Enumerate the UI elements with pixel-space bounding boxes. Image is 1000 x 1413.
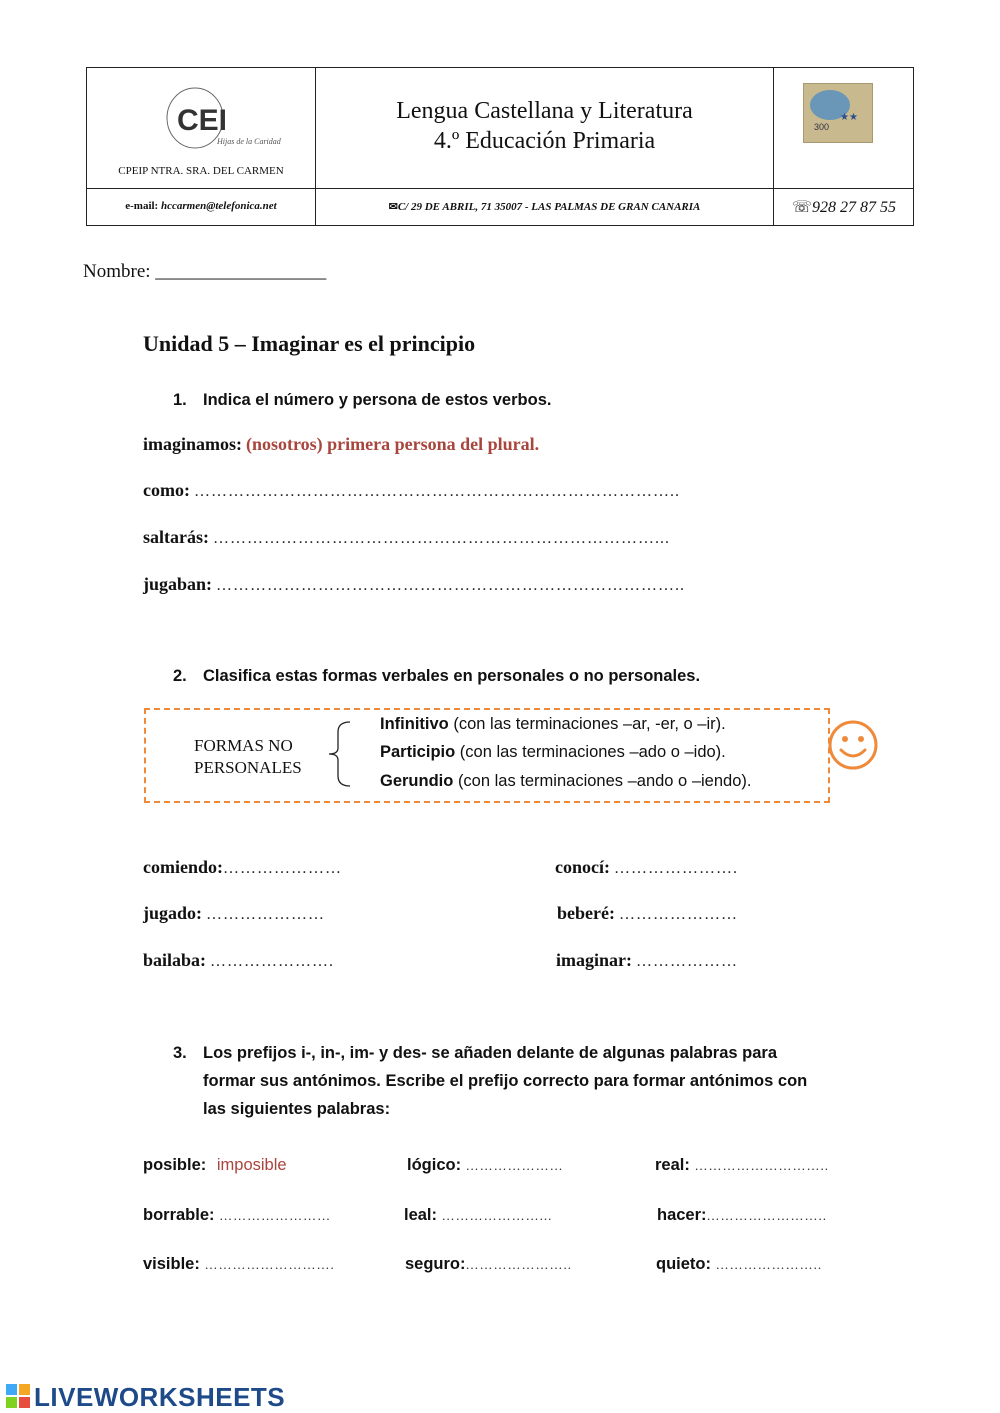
word-label: leal:: [404, 1206, 438, 1224]
envelope-icon: ✉: [388, 201, 398, 213]
answer-blank[interactable]: ………………….: [613, 860, 738, 877]
liveworksheets-logo-icon: [6, 1384, 32, 1408]
prefix-item: [143, 1255, 335, 1274]
prefix-item: [655, 1156, 829, 1175]
question-3-number: 3.: [173, 1044, 187, 1062]
answer-blank[interactable]: …………………...: [441, 1208, 553, 1223]
name-field[interactable]: [83, 261, 326, 283]
verb-label: saltarás:: [143, 527, 209, 547]
verb-row: [143, 950, 334, 971]
verb-row: [143, 903, 325, 924]
verb-label: como:: [143, 480, 190, 500]
verb-row: [143, 480, 680, 501]
verb-row: [143, 574, 685, 595]
question-1-number: 1.: [173, 391, 187, 409]
verb-row: [557, 903, 738, 924]
question-2-text: Clasifica estas formas verbales en personales o no personales.: [203, 667, 701, 685]
question-2-number: 2.: [173, 667, 187, 685]
answer-blank[interactable]: ………………………..: [694, 1158, 829, 1173]
grade-title: 4.º Educación Primaria: [433, 128, 656, 154]
verb-row: [143, 527, 670, 548]
answer-blank[interactable]: ……………………….: [204, 1257, 335, 1272]
header-table: [86, 67, 914, 226]
answer-blank[interactable]: …………………: [618, 906, 738, 923]
answer-blank[interactable]: …………………: [206, 906, 326, 923]
phone-number: 928 27 87 55: [812, 199, 896, 216]
smiley-icon: [826, 718, 880, 772]
logo-sub-text: Hijas de la Caridad: [217, 137, 281, 146]
example-answer: imposible: [216, 1156, 287, 1174]
unit-title: Unidad 5 – Imaginar es el principio: [143, 331, 476, 356]
badge-number: 300: [814, 122, 830, 132]
box-desc: (con las terminaciones –ando o –iendo).: [457, 772, 752, 790]
word-label: posible:: [143, 1156, 207, 1174]
prefix-item: [404, 1206, 552, 1225]
footer-brand-text: LIVEWORKSHEETS: [34, 1382, 286, 1412]
address: [316, 200, 773, 213]
word-label: seguro:: [405, 1255, 466, 1273]
answer-blank[interactable]: …………………………………………………………………………..: [193, 483, 680, 500]
question-3-line2: formar sus antónimos. Escribe el prefijo correcto para formar antónimos con: [203, 1072, 808, 1090]
answer-blank[interactable]: ………………: [636, 953, 738, 970]
prefix-item: [407, 1156, 564, 1175]
phone-icon: ☏: [791, 199, 812, 216]
answer-blank[interactable]: ………………….: [210, 953, 335, 970]
verb-row: [555, 857, 738, 878]
logo-text: CEI: [177, 104, 228, 137]
box-row: [380, 772, 751, 791]
verb-row: [556, 950, 738, 971]
address-text: C/ 29 DE ABRIL, 71 35007 - LAS PALMAS DE GRAN CANARIA: [397, 201, 701, 213]
email-label: e-mail:: [125, 200, 159, 212]
school-logo: [157, 82, 281, 164]
badge-stars-icon: ★★: [840, 112, 858, 123]
word-label: real:: [655, 1156, 690, 1174]
verb-label: conocí:: [555, 857, 610, 877]
box-term: Infinitivo: [380, 715, 449, 733]
answer-blank[interactable]: …………………: [223, 860, 342, 877]
verb-row: [143, 434, 539, 455]
question-1-text: Indica el número y persona de estos verbos.: [203, 391, 552, 409]
box-left-line2: PERSONALES: [194, 758, 302, 777]
email-value: hccarmen@telefonica.net: [160, 200, 277, 212]
answer-blank[interactable]: …………………..: [715, 1257, 823, 1272]
header-divider: [87, 188, 913, 189]
info-box: [144, 708, 830, 803]
word-label: borrable:: [143, 1206, 215, 1224]
prefix-item: [143, 1156, 287, 1175]
word-label: visible:: [143, 1255, 200, 1273]
name-label: Nombre:: [83, 261, 151, 282]
verb-label: comiendo:: [143, 857, 223, 877]
answer-blank[interactable]: ………………………………………………………………………..: [216, 577, 686, 594]
box-left-line1: FORMAS NO: [194, 736, 293, 755]
phone: [774, 197, 914, 217]
verb-label: jugaban:: [143, 574, 213, 594]
box-row: [380, 715, 726, 734]
box-term: Gerundio: [380, 772, 454, 790]
email: [87, 200, 315, 212]
answer-blank[interactable]: …………………..: [465, 1257, 573, 1272]
answer-blank[interactable]: ……………………………………………………………………...: [213, 530, 670, 547]
question-3-line3: las siguientes palabras:: [203, 1100, 391, 1118]
box-desc: (con las terminaciones –ado o –ido).: [459, 743, 726, 761]
quality-badge: [803, 83, 873, 143]
prefix-item: [405, 1255, 572, 1274]
question-3-line1: Los prefijos i-, in-, im- y des- se añaden delante de algunas palabras para: [203, 1044, 777, 1062]
brace-icon: [326, 720, 354, 788]
answer-blank[interactable]: ……………………..: [706, 1208, 828, 1223]
prefix-item: [656, 1255, 822, 1274]
example-answer: (nosotros) primera persona del plural.: [246, 434, 540, 454]
verb-label: beberé:: [557, 903, 615, 923]
prefix-item: [657, 1206, 827, 1225]
verb-label: jugado:: [143, 903, 203, 923]
word-label: quieto:: [656, 1255, 711, 1273]
box-desc: (con las terminaciones –ar, -er, o –ir).: [453, 715, 726, 733]
box-term: Participio: [380, 743, 456, 761]
word-label: lógico:: [407, 1156, 462, 1174]
word-label: hacer:: [657, 1206, 707, 1224]
verb-label: bailaba:: [143, 950, 207, 970]
verb-label: imaginar:: [556, 950, 632, 970]
answer-blank[interactable]: ……………………: [219, 1208, 332, 1223]
box-row: [380, 743, 726, 762]
name-blank[interactable]: __________________: [155, 261, 327, 282]
school-name: CPEIP NTRA. SRA. DEL CARMEN: [118, 165, 284, 177]
subject-title: Lengua Castellana y Literatura: [396, 98, 693, 124]
prefix-item: [143, 1206, 331, 1225]
answer-blank[interactable]: …………………: [465, 1158, 564, 1173]
verb-label: imaginamos:: [143, 434, 242, 454]
verb-row: [143, 857, 342, 878]
